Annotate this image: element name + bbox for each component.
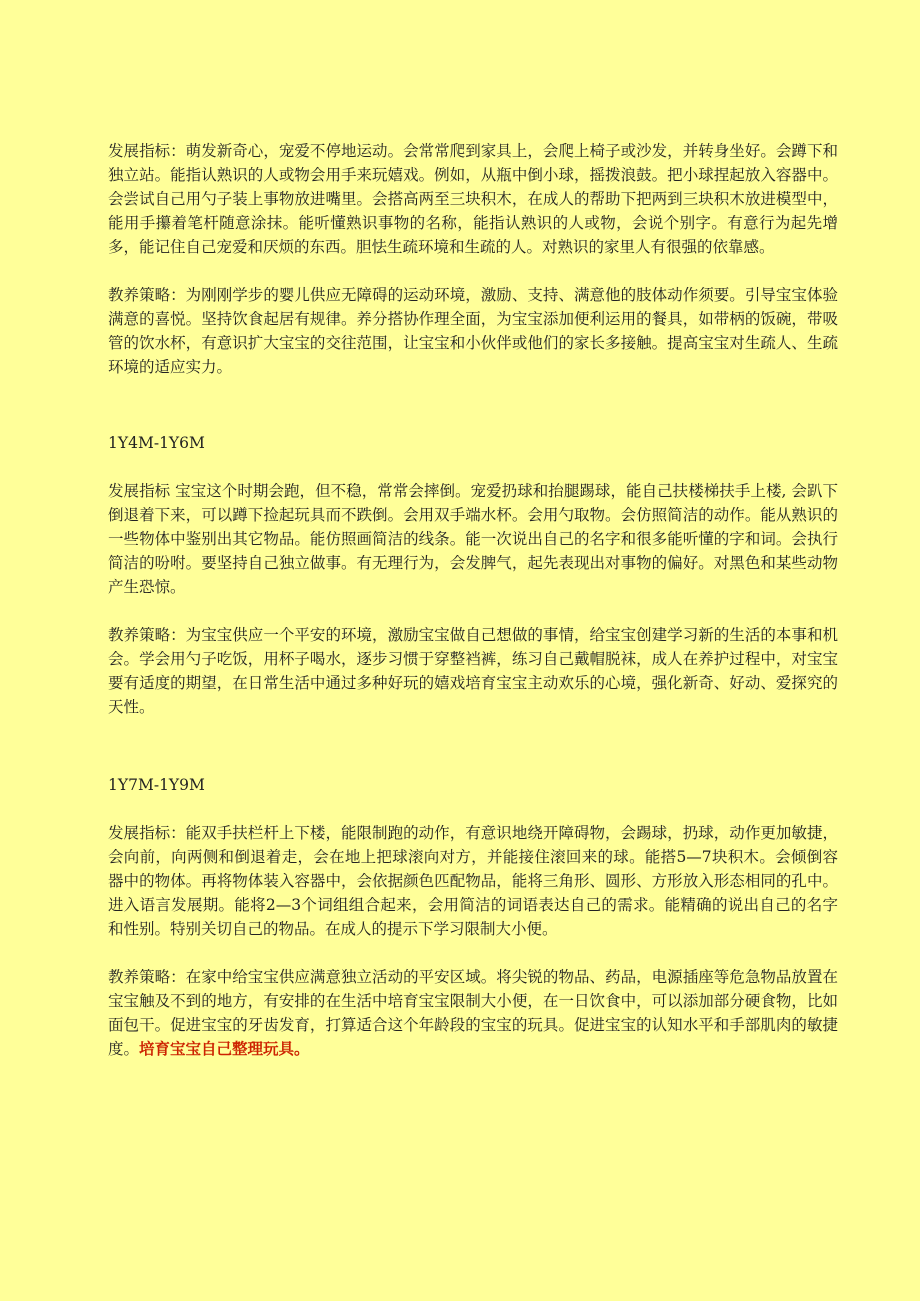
strategy-paragraph-3 [108, 965, 838, 1061]
section-heading-1y4m-1y6m: 1Y4M-1Y6M [108, 434, 205, 452]
strategy-paragraph-1: 教养策略：为刚刚学步的婴儿供应无障碍的运动环境，激励、支持、满意他的肢体动作须要。引导宝宝体验满意的喜悦。坚持饮食起居有规律。养分搭协作理全面，为宝宝添加便利运用的餐具，如带柄的饭碗，带吸管的饮水杯，有意识扩大宝宝的交往范围，让宝宝和小伙伴或他们的家长多接触。提高宝宝对生疏人、生疏环境的适应实力。 [108, 286, 838, 376]
development-paragraph-1: 发展指标：萌发新奇心，宠爱不停地运动。会常常爬到家具上，会爬上椅子或沙发，并转身坐好。会蹲下和独立站。能指认熟识的人或物会用手来玩嬉戏。例如，从瓶中倒小球，摇拨浪鼓。把小球捏起放入容器中。会尝试自己用勺子装上事物放进嘴里。会搭高两至三块积木，在成人的帮助下把两到三块积木放进模型中，能用手攥着笔杆随意涂抹。能听懂熟识事物的名称，能指认熟识的人或物，会说个别字。有意行为起先增多，能记住自己宠爱和厌烦的东西。胆怯生疏环境和生疏的人。对熟识的家里人有很强的依靠感。 [108, 142, 838, 256]
strategy-paragraph-2: 教养策略：为宝宝供应一个平安的环境，激励宝宝做自己想做的事情，给宝宝创建学习新的生活的本事和机会。学会用勺子吃饭，用杯子喝水，逐步习惯于穿整裆裤，练习自己戴帽脱袜，成人在养护过程中，对宝宝要有适度的期望，在日常生活中通过多种好玩的嬉戏培育宝宝主动欢乐的心境，强化新奇、好动、爱探究的天性。 [108, 626, 838, 716]
strategy-highlight-3: 培育宝宝自己整理玩具。 [139, 1039, 310, 1058]
development-paragraph-3: 发展指标：能双手扶栏杆上下楼，能限制跑的动作，有意识地绕开障碍物，会踢球，扔球，动作更加敏捷，会向前，向两侧和倒退着走，会在地上把球滚向对方，并能接住滚回来的球。能搭5—7块积木。会倾倒容器中的物体。再将物体装入容器中，会依据颜色匹配物品，能将三角形、圆形、方形放入形态相同的孔中。进入语言发展期。能将2—3个词组组合起来，会用简洁的词语表达自己的需求。能精确的说出自己的名字和性别。特别关切自己的物品。在成人的提示下学习限制大小便。 [108, 824, 838, 938]
section-heading-1y7m-1y9m: 1Y7M-1Y9M [108, 776, 205, 794]
strategy-text-3: 教养策略：在家中给宝宝供应满意独立活动的平安区域。将尖锐的物品、药品，电源插座等危急物品放置在宝宝触及不到的地方，有安排的在生活中培育宝宝限制大小便，在一日饮食中，可以添加部分硬食物，比如面包干。促进宝宝的牙齿发育，打算适合这个年龄段的宝宝的玩具。促进宝宝的认知水平和手部肌肉的敏捷度。 [108, 968, 838, 1058]
development-paragraph-2: 发展指标 宝宝这个时期会跑，但不稳，常常会摔倒。宠爱扔球和抬腿踢球，能自己扶楼梯扶手上楼, 会趴下倒退着下来，可以蹲下捡起玩具而不跌倒。会用双手端水杯。会用勺取物。会仿照简洁的动作。能从熟识的一些物体中鉴别出其它物品。能仿照画简洁的线条。能一次说出自己的名字和很多能听懂的字和词。会执行简洁的吩咐。要坚持自己独立做事。有无理行为，会发脾气，起先表现出对事物的偏好。对黑色和某些动物产生恐惊。 [108, 482, 838, 596]
document-content [108, 139, 838, 1085]
